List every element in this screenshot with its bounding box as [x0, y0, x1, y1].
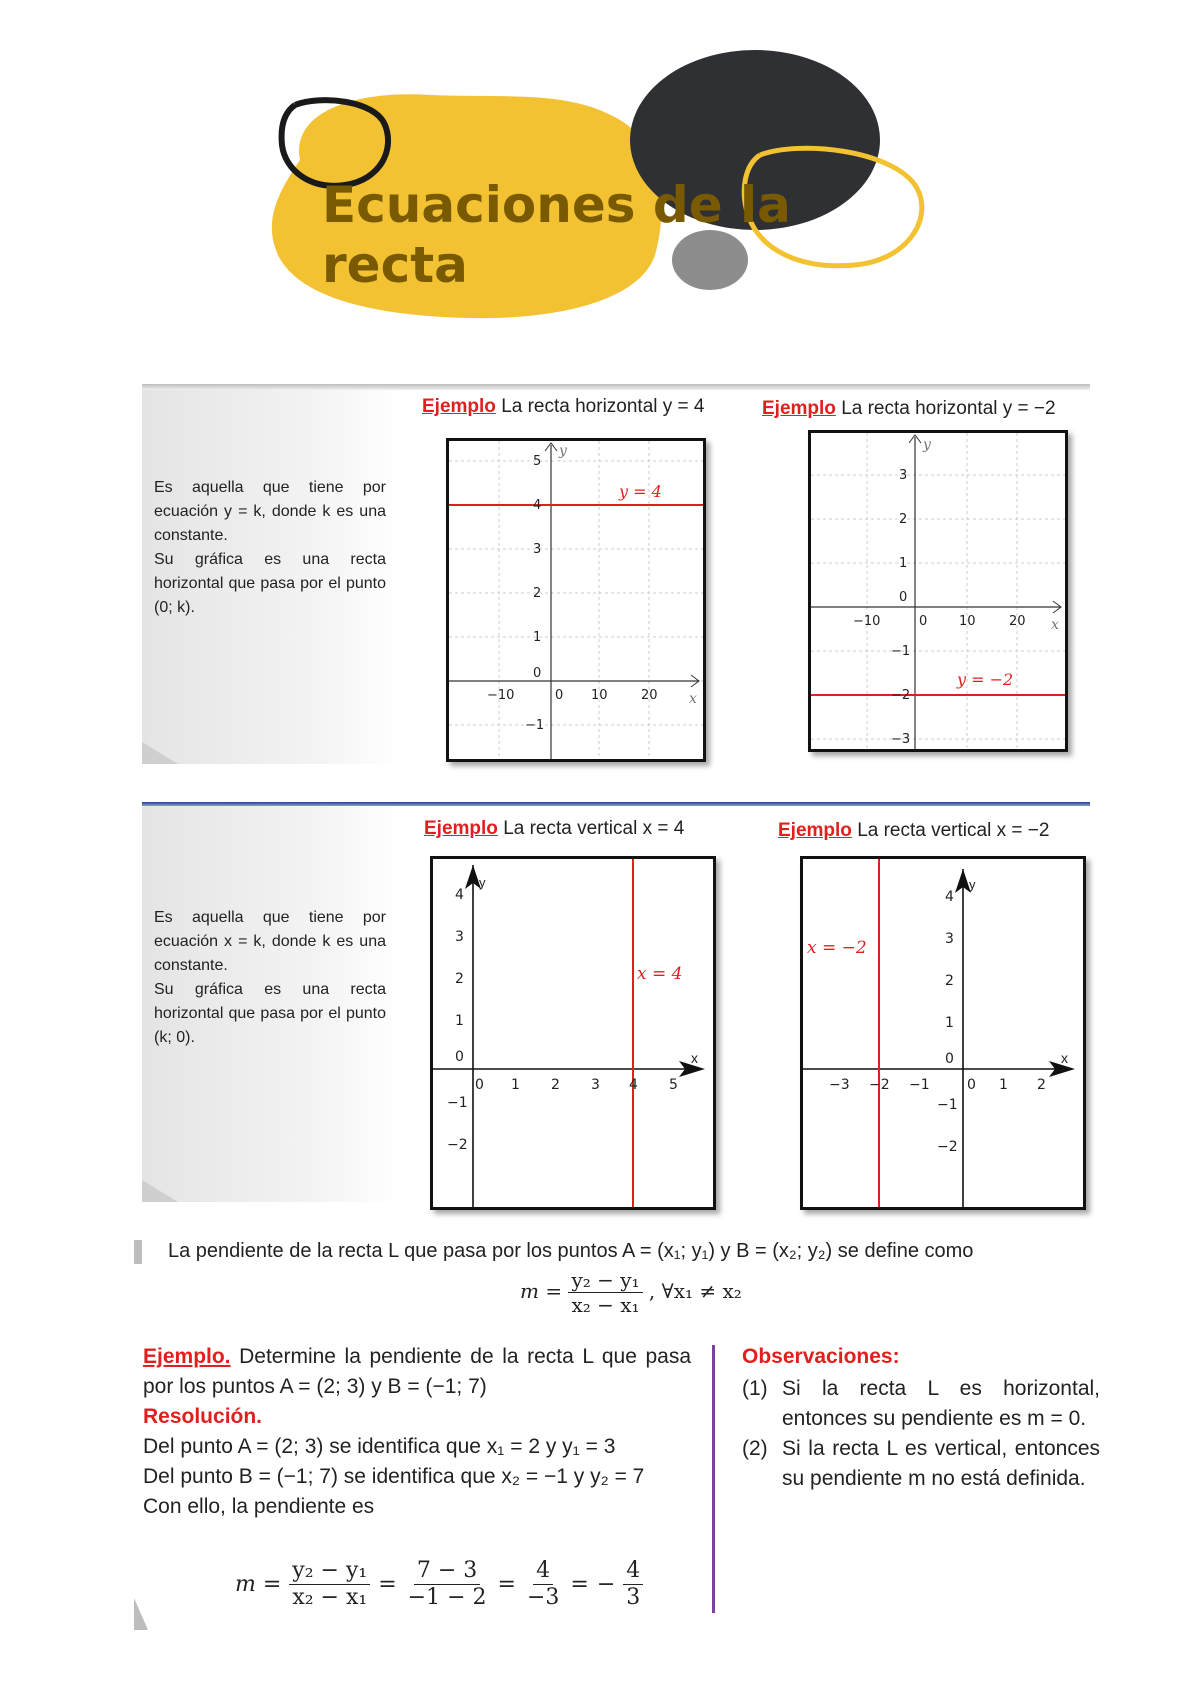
x-tick: 0 [967, 1077, 976, 1093]
formula-denominator: x₂ − x₁ [571, 1293, 640, 1317]
horizontal-description [154, 476, 386, 620]
y-tick: 3 [899, 468, 908, 483]
panel-corner [142, 1180, 178, 1202]
y-tick: 3 [533, 542, 542, 557]
y-tick: 0 [533, 666, 542, 681]
x-tick: −10 [853, 614, 881, 629]
slope-calculation [235, 1558, 643, 1612]
example-text: La recta vertical x = −2 [857, 820, 1050, 841]
y-tick: −1 [937, 1097, 958, 1113]
x-tick: 10 [591, 688, 608, 703]
y-tick: 0 [899, 590, 908, 605]
example-statement: Determine la pendiente de la recta L que pasa por los puntos A = (2; 3) y B = (−1; 7) [143, 1345, 691, 1398]
calc-f2-num: 7 − 3 [414, 1558, 480, 1585]
y-tick: −1 [891, 644, 911, 659]
example-text: La recta vertical x = 4 [503, 818, 685, 839]
horizontal-example1-heading [422, 396, 705, 418]
calc-equals: = [570, 1572, 589, 1598]
graph-y-equals-minus-2 [808, 430, 1068, 752]
calc-fraction-2 [405, 1558, 490, 1612]
x-tick: 1 [999, 1077, 1008, 1093]
vertical-example1-heading [424, 818, 684, 840]
calc-f3-den: −3 [526, 1585, 560, 1611]
calc-fraction-3 [524, 1558, 562, 1612]
calc-f1-num: y₂ − y₁ [289, 1558, 370, 1585]
formula-lhs: m = [520, 1279, 563, 1303]
example-text: La recta horizontal y = −2 [841, 398, 1056, 419]
x-tick: 0 [919, 614, 928, 629]
example-tag: Ejemplo [422, 396, 496, 417]
y-tick: 1 [533, 630, 542, 645]
section-corner [134, 1240, 142, 1264]
panel-top-bar [142, 802, 1090, 806]
y-tick: 4 [455, 887, 464, 903]
calc-f3-num: 4 [533, 1558, 553, 1585]
line-label: x = −2 [807, 938, 867, 958]
panel-top-bar [142, 384, 1090, 390]
calc-f1-den: x₂ − x₁ [292, 1585, 368, 1611]
resolution-line-2: Del punto B = (−1; 7) se identifica que x₂ = −1 y y₂ = 7 [143, 1465, 645, 1488]
example-statement-paragraph [143, 1342, 691, 1402]
y-tick: 3 [945, 931, 954, 947]
x-tick: 4 [629, 1077, 638, 1093]
page-title: Ecuaciones de la recta [322, 176, 791, 294]
slope-definition: La pendiente de la recta L que pasa por los puntos A = (x₁; y₁) y B = (x₂; y₂) se define como [168, 1240, 974, 1262]
panel-corner [142, 742, 178, 764]
axis-x-label: x [689, 691, 697, 707]
vertical-description [154, 906, 386, 1050]
line-label: x = 4 [637, 964, 683, 984]
y-tick: 2 [455, 971, 464, 987]
axis-y-label: y [479, 875, 486, 890]
y-tick: 4 [945, 889, 954, 905]
axis-y-label: y [559, 443, 567, 459]
observation-item [742, 1434, 1100, 1494]
graph-x-equals-4 [430, 856, 716, 1210]
calc-fraction-4 [623, 1558, 643, 1612]
calc-f4-den: 3 [626, 1585, 641, 1611]
y-tick: −2 [891, 688, 911, 703]
axis-y-label: y [969, 877, 976, 892]
example-tag: Ejemplo [424, 818, 498, 839]
observation-text: Si la recta L es horizontal, entonces su pendiente es m = 0. [782, 1377, 1100, 1430]
example-text: La recta horizontal y = 4 [501, 396, 705, 417]
line-label: y = 4 [619, 482, 662, 501]
observation-item [742, 1374, 1100, 1434]
vertical-desc-1: Es aquella que tiene por ecuación x = k, donde k es una constante. [154, 909, 386, 974]
resolution-line-1: Del punto A = (2; 3) se identifica que x₁ = 2 y y₁ = 3 [143, 1435, 616, 1458]
horizontal-desc-1: Es aquella que tiene por ecuación y = k, donde k es una constante. [154, 479, 386, 544]
graph-y-equals-4 [446, 438, 706, 762]
x-tick: −10 [487, 688, 515, 703]
calc-f2-den: −1 − 2 [407, 1585, 487, 1611]
calc-f4-num: 4 [623, 1558, 643, 1585]
horizontal-line-panel [142, 384, 1090, 764]
y-tick: 4 [533, 498, 542, 513]
y-tick: −1 [525, 718, 545, 733]
horizontal-desc-2: Su gráfica es una recta horizontal que pasa por el punto (0; k). [154, 551, 386, 616]
vertical-example2-heading [778, 820, 1049, 842]
example-tag: Ejemplo [778, 820, 852, 841]
x-tick: 3 [591, 1077, 600, 1093]
y-tick: 2 [899, 512, 908, 527]
x-tick: 2 [1037, 1077, 1046, 1093]
x-tick: −3 [829, 1077, 850, 1093]
horizontal-example2-heading [762, 398, 1056, 420]
y-tick: 1 [945, 1015, 954, 1031]
x-tick: 0 [555, 688, 564, 703]
y-tick: 0 [945, 1051, 954, 1067]
calc-fraction-1 [289, 1558, 370, 1612]
formula-numerator: y₂ − y₁ [568, 1268, 642, 1293]
y-tick: −1 [447, 1095, 468, 1111]
axis-x-label: x [1051, 617, 1059, 633]
y-tick: 1 [455, 1013, 464, 1029]
formula-fraction [568, 1268, 642, 1317]
y-tick: −2 [447, 1137, 468, 1153]
calc-equals: = [497, 1572, 516, 1598]
vertical-desc-2: Su gráfica es una recta horizontal que pasa por el punto (k; 0). [154, 981, 386, 1046]
x-tick: 2 [551, 1077, 560, 1093]
x-tick: 20 [641, 688, 658, 703]
x-tick: −2 [869, 1077, 890, 1093]
y-tick: 2 [945, 973, 954, 989]
axis-x-label: x [1061, 1050, 1068, 1066]
x-tick: 10 [959, 614, 976, 629]
x-tick: 0 [475, 1077, 484, 1093]
y-tick: 1 [899, 556, 908, 571]
calc-lhs: m = [235, 1572, 282, 1598]
observation-number: (1) [742, 1377, 768, 1400]
axis-y-label: y [923, 437, 931, 453]
example-tag: Ejemplo [762, 398, 836, 419]
calc-negative-sign: − [596, 1572, 616, 1598]
vertical-line-panel [142, 802, 1090, 1202]
observations-title: Observaciones: [742, 1345, 900, 1368]
y-tick: 2 [533, 586, 542, 601]
resolution-line-3: Con ello, la pendiente es [143, 1495, 375, 1518]
formula-condition: , ∀x₁ ≠ x₂ [648, 1279, 742, 1303]
y-tick: 3 [455, 929, 464, 945]
x-tick: 20 [1009, 614, 1026, 629]
resolution-tag: Resolución. [143, 1405, 263, 1428]
example-tag: Ejemplo. [143, 1345, 231, 1368]
calc-equals: = [378, 1572, 397, 1598]
slope-formula [520, 1268, 742, 1317]
column-divider [712, 1345, 715, 1613]
observations [742, 1342, 1100, 1494]
axis-x-label: x [691, 1050, 698, 1066]
x-tick: 5 [669, 1077, 678, 1093]
y-tick: 5 [533, 454, 542, 469]
x-tick: −1 [909, 1077, 930, 1093]
line-label: y = −2 [957, 670, 1014, 689]
x-tick: 1 [511, 1077, 520, 1093]
graph-x-equals-minus-2 [800, 856, 1086, 1210]
y-tick: 0 [455, 1049, 464, 1065]
y-tick: −3 [891, 732, 911, 747]
observation-number: (2) [742, 1437, 768, 1460]
slope-example [143, 1342, 691, 1522]
y-tick: −2 [937, 1139, 958, 1155]
observation-text: Si la recta L es vertical, entonces su pendiente m no está definida. [782, 1437, 1100, 1490]
section-corner [134, 1598, 148, 1630]
